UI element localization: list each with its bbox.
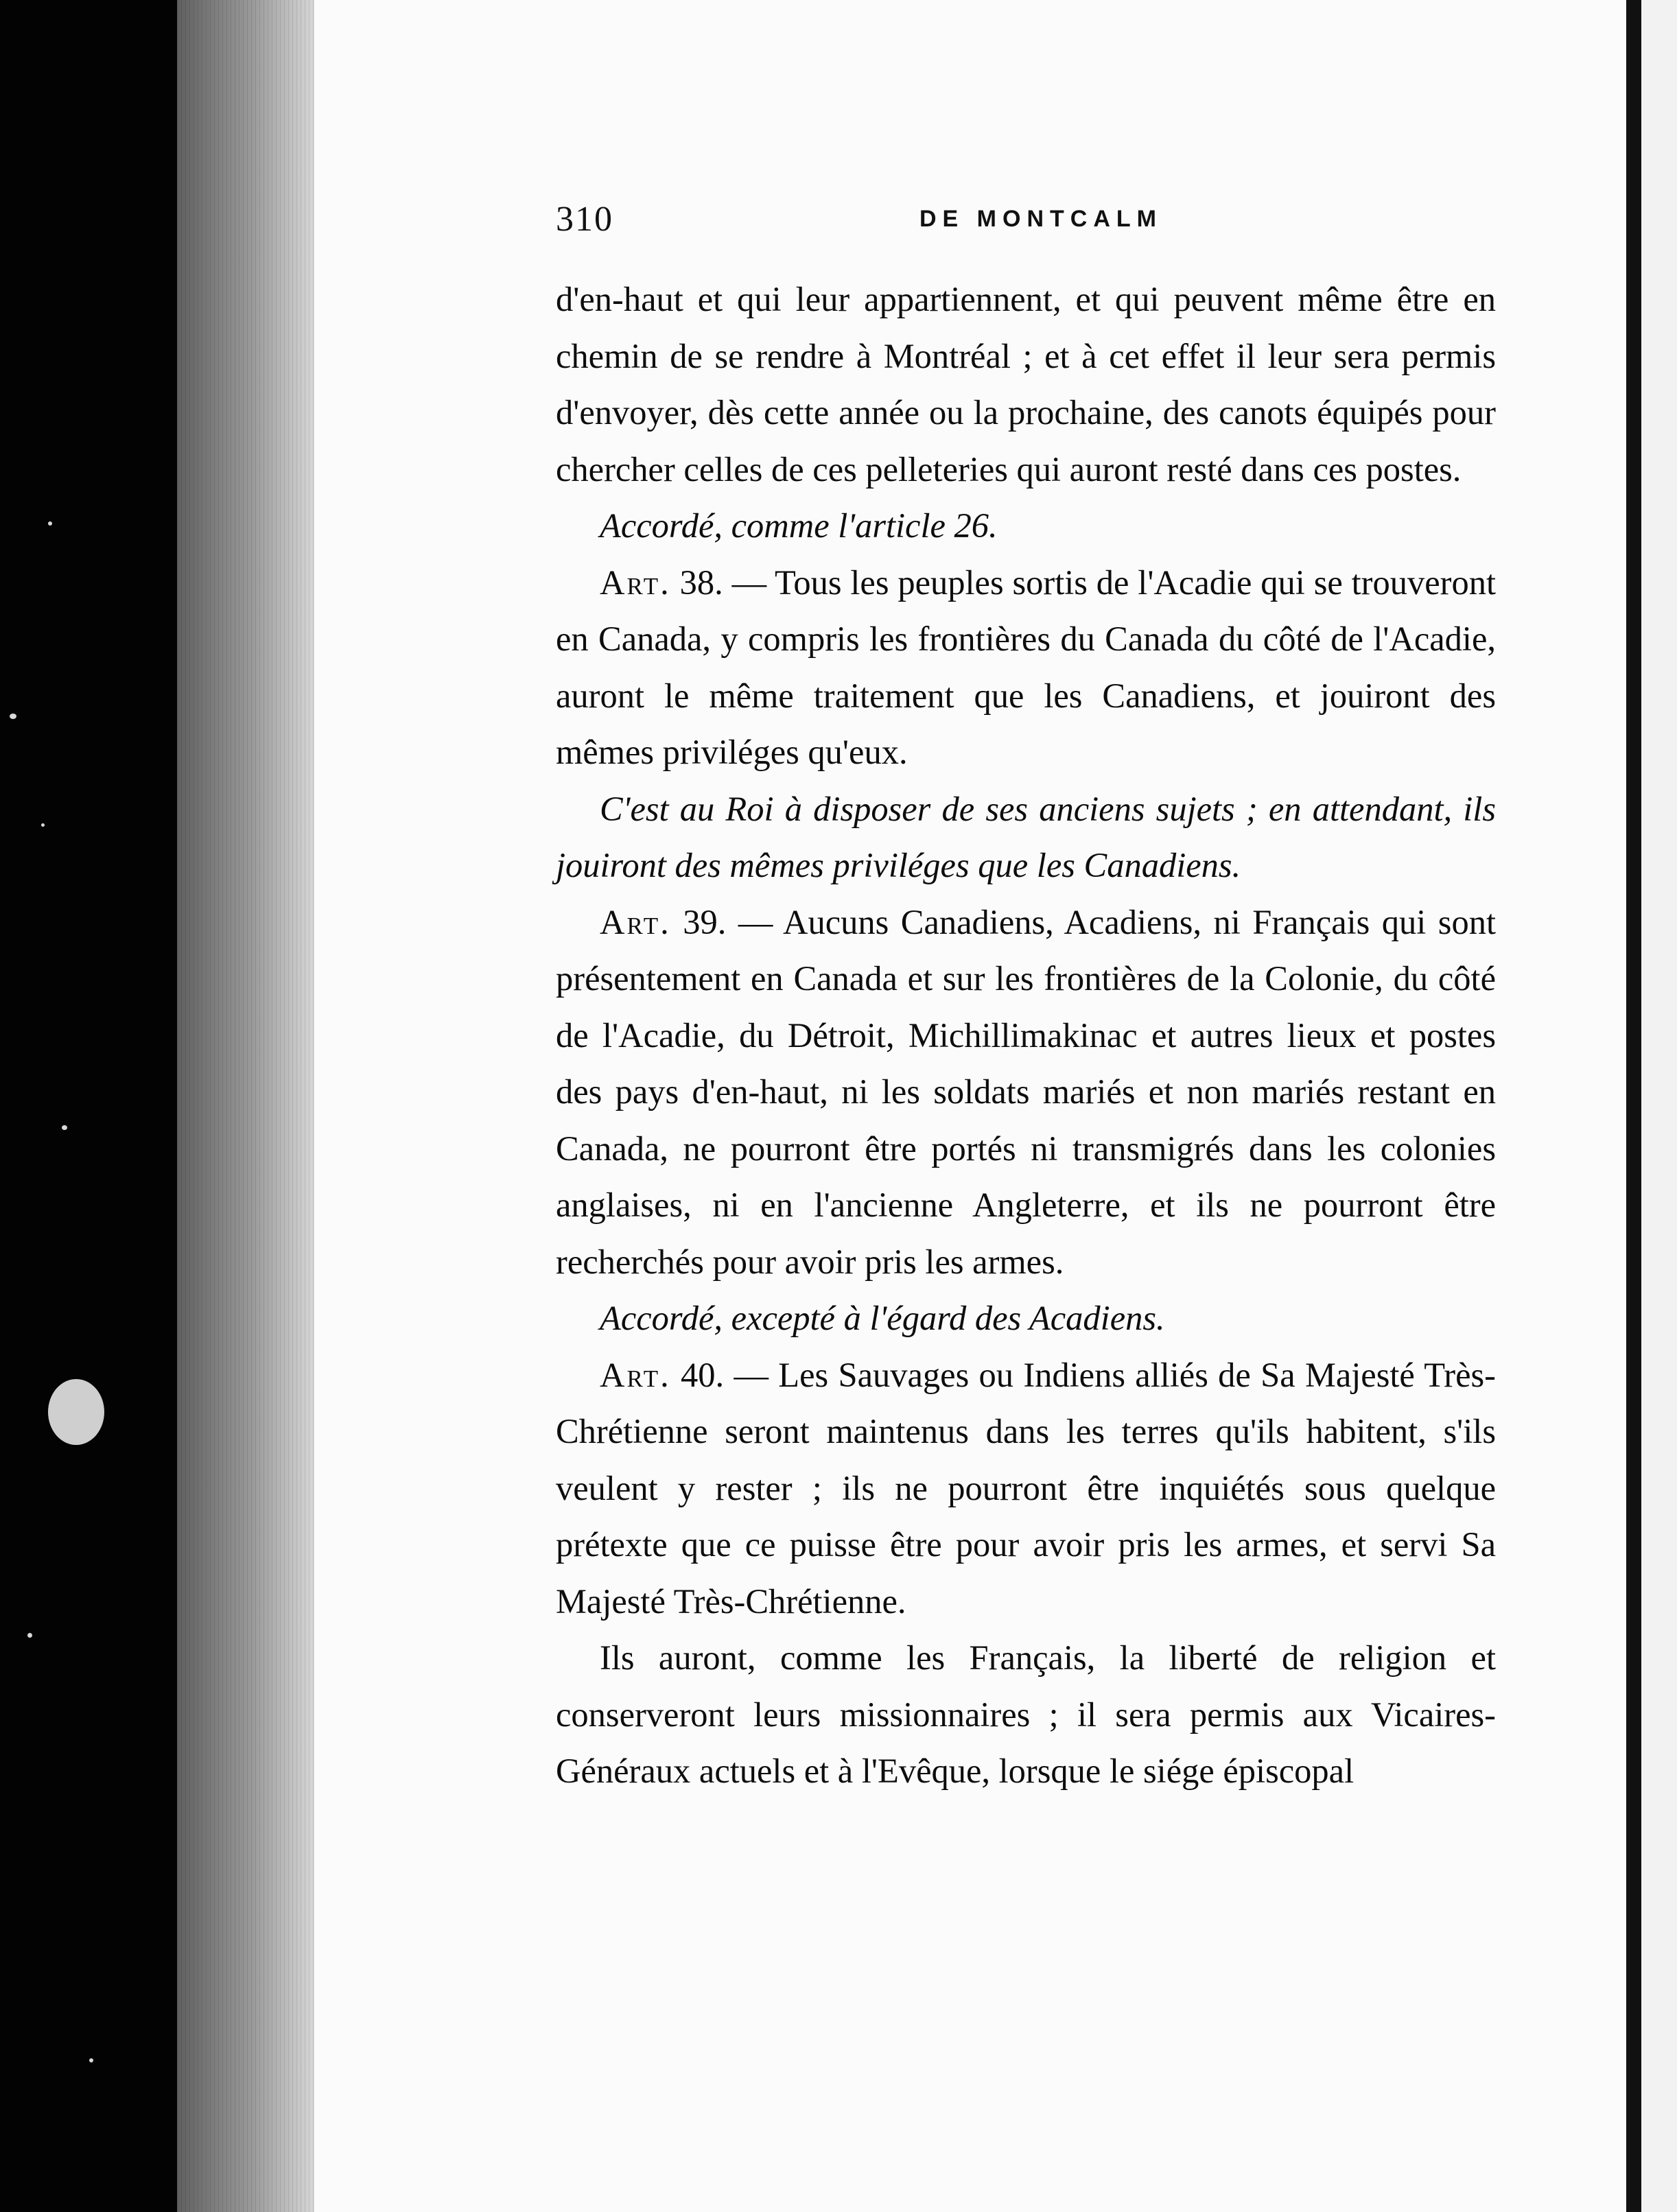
article-40-text: 40. — Les Sauvages ou Indiens alliés de Sa Majesté Très-Chrétienne seront maintenus dans les terres qu'ils habitent, s'ils veulent y rester ; ils ne pourront être inquiétés sous quelque prétexte que ce puisse être pour avoir pris les armes, et servi Sa Majesté Très-Chrétienne.	[556, 1355, 1496, 1621]
article-38-text: 38. — Tous les peuples sortis de l'Acadie qui se trouveront en Canada, y compris les frontières du Canada du côté de l'Acadie, auront le même traitement que les Canadiens, et jouiront des mêmes priviléges qu'eux.	[556, 563, 1496, 771]
scan-speck	[41, 823, 45, 827]
running-title: DE MONTCALM	[919, 206, 1162, 232]
facing-page-edge	[1641, 0, 1677, 2212]
page-body-text	[556, 271, 1496, 1800]
article-38	[556, 554, 1496, 781]
article-40	[556, 1347, 1496, 1630]
article-39	[556, 894, 1496, 1291]
book-page-edges	[177, 0, 314, 2212]
article-label: Art.	[600, 902, 671, 941]
article-label: Art.	[600, 563, 671, 602]
scan-blotch	[48, 1379, 104, 1445]
reply-article-37: Accordé, comme l'article 26.	[600, 506, 998, 545]
scan-speck	[27, 1633, 32, 1638]
reply-article-38: C'est au Roi à disposer de ses anciens sujets ; en attendant, ils jouiront des mêmes priviléges que les Canadiens.	[556, 789, 1496, 884]
scan-speck	[89, 2058, 93, 2062]
article-40-continuation: Ils auront, comme les Français, la liberté de religion et conserveront leurs missionnaires ; il sera permis aux Vicaires-Généraux actuels et à l'Evêque, lorsque le siége épiscopal	[556, 1638, 1496, 1790]
scan-speck	[48, 521, 52, 526]
scan-speck	[10, 714, 16, 719]
article-39-text: 39. — Aucuns Canadiens, Acadiens, ni Français qui sont présentement en Canada et sur les frontières de la Colonie, du côté de l'Acadie, du Détroit, Michillimakinac et autres lieux et postes des pays d'en-haut, ni les soldats mariés et non mariés restant en Canada, ne pourront être portés ni transmigrés dans les colonies anglaises, ni en l'ancienne Angleterre, et ils ne pourront être recherchés pour avoir pris les armes.	[556, 902, 1496, 1281]
scan-speck	[62, 1125, 67, 1130]
reply-article-39: Accordé, excepté à l'égard des Acadiens.	[600, 1299, 1165, 1337]
article-label: Art.	[600, 1355, 671, 1394]
scan-margin-left	[0, 0, 178, 2212]
page-number: 310	[556, 200, 613, 239]
running-head	[556, 199, 1516, 254]
book-gutter	[1626, 0, 1641, 2212]
paragraph-continuation: d'en-haut et qui leur appartiennent, et qui peuvent même être en chemin de se rendre à Montréal ; et à cet effet il leur sera permis d'envoyer, dès cette année ou la prochaine, des canots équipés pour chercher celles de ces pelleteries qui auront resté dans ces postes.	[556, 280, 1496, 489]
